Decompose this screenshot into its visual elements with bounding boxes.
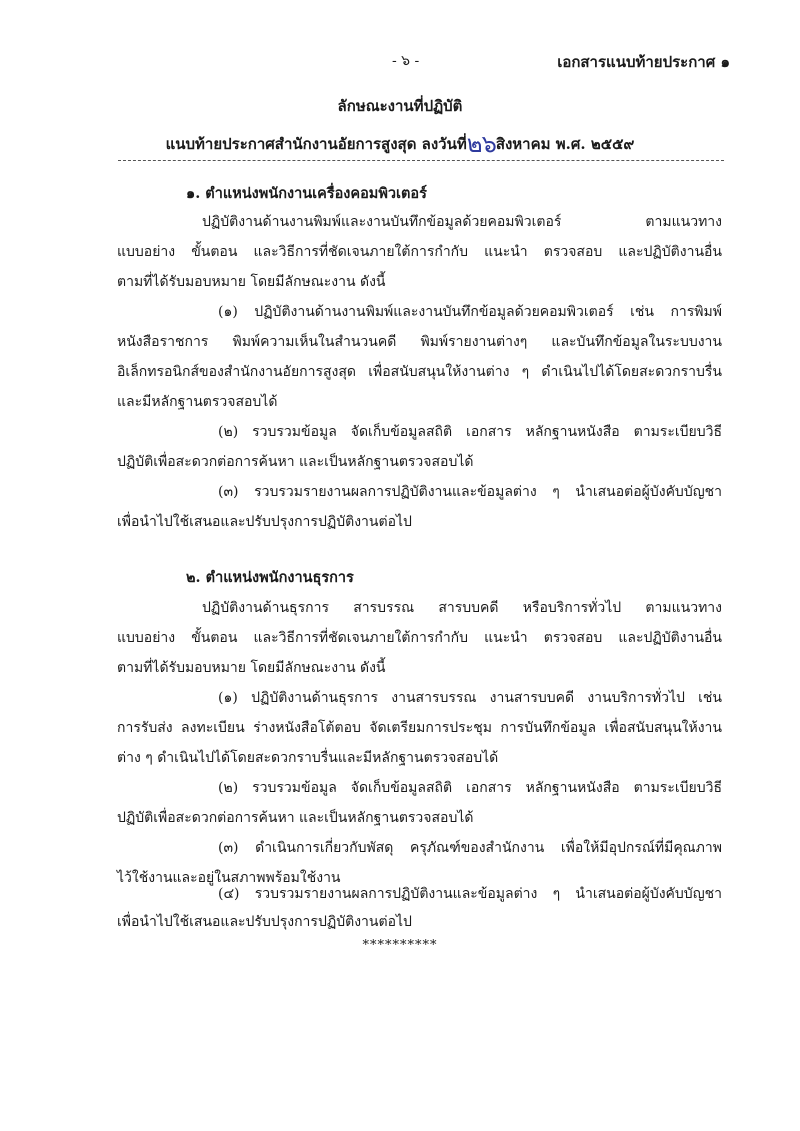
section2-item2-line: (๒) รวบรวมข้อมูล จัดเก็บข้อมูลสถิติ เอกสาร หลักฐานหนังสือ ตามระเบียบวิธี: [218, 780, 722, 796]
section2-intro-line: ตามที่ได้รับมอบหมาย โดยมีลักษณะงาน ดังนี้: [117, 660, 386, 676]
dashed-separator: [118, 160, 724, 161]
section1-intro-line: แบบอย่าง ขั้นตอน และวิธีการที่ชัดเจนภายใต้การกำกับ แนะนำ ตรวจสอบ และปฏิบัติงานอื่น: [117, 244, 722, 260]
section2-item3-line: ไว้ใช้งานและอยู่ในสภาพพร้อมใช้งาน: [117, 870, 341, 886]
section2-item4-line: (๔) รวบรวมรายงานผลการปฏิบัติงานและข้อมูลต่าง ๆ นำเสนอต่อผู้บังคับบัญชา: [218, 886, 722, 902]
section2-item1-line: ต่าง ๆ ดำเนินไปได้โดยสะดวกราบรื่นและมีหลักฐานตรวจสอบได้: [117, 750, 499, 766]
end-marker: **********: [362, 938, 438, 953]
section2-item2-line: ปฏิบัติเพื่อสะดวกต่อการค้นหา และเป็นหลักฐานตรวจสอบได้: [117, 810, 474, 826]
section2-heading: ๒. ตำแหน่งพนักงานธุรการ: [186, 569, 354, 586]
section1-item3-line: (๓) รวบรวมรายงานผลการปฏิบัติงานและข้อมูลต่าง ๆ นำเสนอต่อผู้บังคับบัญชา: [218, 484, 722, 500]
section1-intro-line: ตามที่ได้รับมอบหมาย โดยมีลักษณะงาน ดังนี้: [117, 274, 386, 290]
section1-heading: ๑. ตำแหน่งพนักงานเครื่องคอมพิวเตอร์: [186, 185, 427, 202]
section2-item1-line: (๑) ปฏิบัติงานด้านธุรการ งานสารบรรณ งานสารบบคดี งานบริการทั่วไป เช่น: [218, 690, 722, 706]
section1-item2-line: ปฏิบัติเพื่อสะดวกต่อการค้นหา และเป็นหลักฐานตรวจสอบได้: [117, 454, 474, 470]
section1-item1-line: และมีหลักฐานตรวจสอบได้: [117, 394, 278, 410]
handwritten-day: ๒๖: [466, 130, 496, 158]
section1-item2-line: (๒) รวบรวมข้อมูล จัดเก็บข้อมูลสถิติ เอกสาร หลักฐานหนังสือ ตามระเบียบวิธี: [218, 424, 722, 440]
subtitle-after: สิงหาคม พ.ศ. ๒๕๕๙: [495, 135, 635, 153]
section2-intro-line: ปฏิบัติงานด้านธุรการ สารบรรณ สารบบคดี หรือบริการทั่วไป ตามแนวทาง: [202, 600, 722, 616]
subtitle-before: แนบท้ายประกาศสำนักงานอัยการสูงสุด ลงวันที่: [165, 135, 467, 153]
section2-intro-line: แบบอย่าง ขั้นตอน และวิธีการที่ชัดเจนภายใต้การกำกับ แนะนำ ตรวจสอบ และปฏิบัติงานอื่น: [117, 630, 722, 646]
section1-item3-line: เพื่อนำไปใช้เสนอและปรับปรุงการปฏิบัติงานต่อไป: [117, 514, 412, 530]
section1-item1-line: หนังสือราชการ พิมพ์ความเห็นในสำนวนคดี พิมพ์รายงานต่างๆ และบันทึกข้อมูลในระบบงาน: [117, 334, 722, 350]
attachment-label: เอกสารแนบท้ายประกาศ ๑: [557, 53, 730, 71]
section1-item1-line: อิเล็กทรอนิกส์ของสำนักงานอัยการสูงสุด เพื่อสนับสนุนให้งานต่าง ๆ ดำเนินไปได้โดยสะดวกราบรื่น: [117, 364, 722, 380]
section1-item1-line: (๑) ปฏิบัติงานด้านงานพิมพ์และงานบันทึกข้อมูลด้วยคอมพิวเตอร์ เช่น การพิมพ์: [218, 304, 722, 320]
section1-intro-line: ปฏิบัติงานด้านงานพิมพ์และงานบันทึกข้อมูลด้วยคอมพิวเตอร์ ตามแนวทาง: [202, 214, 722, 230]
document-subtitle: [0, 124, 800, 163]
document-title: ลักษณะงานที่ปฏิบัติ: [337, 97, 463, 115]
section2-item4-line: เพื่อนำไปใช้เสนอและปรับปรุงการปฏิบัติงานต่อไป: [117, 914, 412, 930]
page-number: - ๖ -: [392, 53, 420, 69]
section2-item1-line: การรับส่ง ลงทะเบียน ร่างหนังสือโต้ตอบ จัดเตรียมการประชุม การบันทึกข้อมูล เพื่อสนับสนุนให้งาน: [117, 720, 722, 736]
section2-item3-line: (๓) ดำเนินการเกี่ยวกับพัสดุ ครุภัณฑ์ของสำนักงาน เพื่อให้มีอุปกรณ์ที่มีคุณภาพ: [218, 840, 722, 856]
